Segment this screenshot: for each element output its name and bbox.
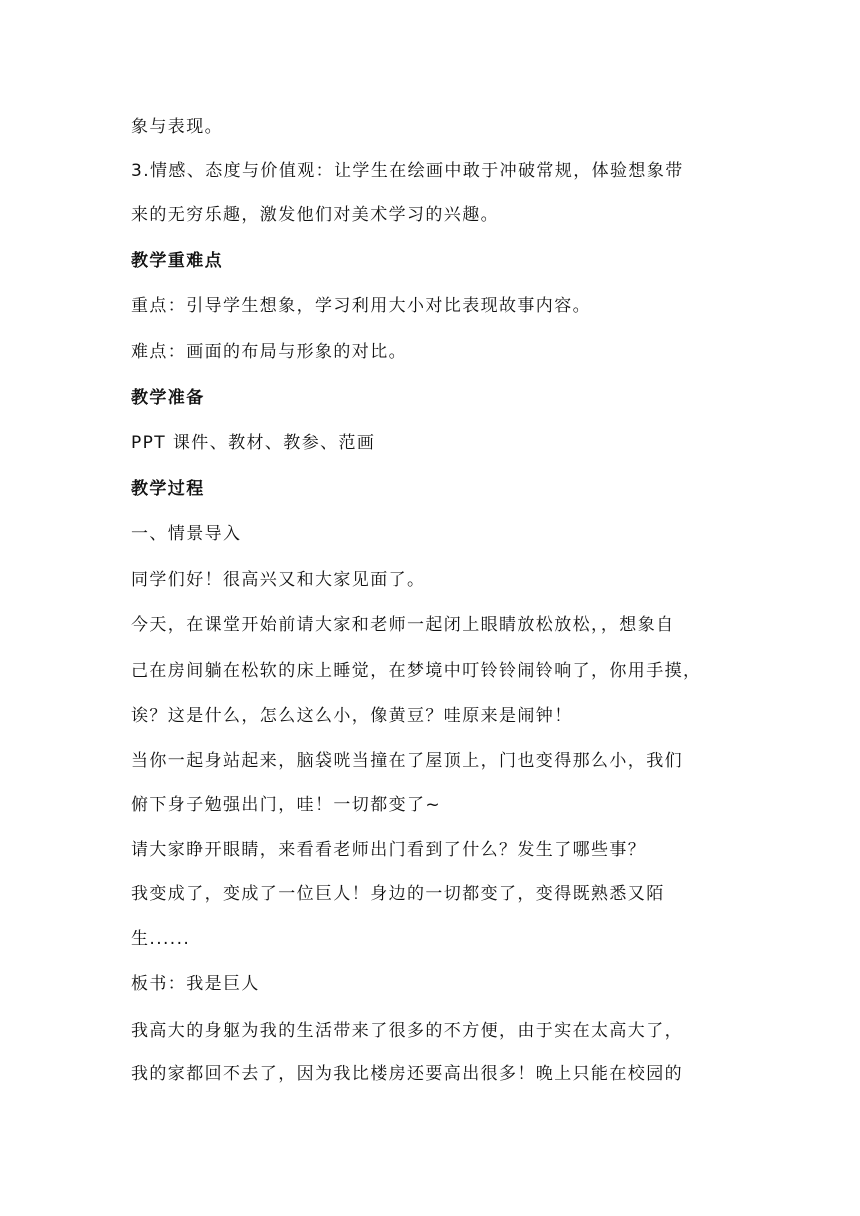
question-line: 请大家睁开眼睛，来看看老师出门看到了什么？发生了哪些事？ [131,840,647,860]
story-line-1: 今天，在课堂开始前请大家和老师一起闭上眼睛放松放松，，想象自 [131,615,675,635]
giant-line-1: 我变成了，变成了一位巨人！身边的一切都变了，变得既熟悉又陌 [131,884,665,904]
difficult-point: 难点：画面的布局与形象的对比。 [131,342,407,362]
story-line-4: 当你一起身站起来，脑袋咣当撞在了屋顶上，门也变得那么小，我们 [131,751,683,771]
giant-line-2: 生...... [131,929,191,949]
giant-life-line-2: 我的家都回不去了，因为我比楼房还要高出很多！晚上只能在校园的 [131,1064,683,1084]
story-line-5: 俯下身子勉强出门，哇！一切都变了~ [131,795,442,815]
objective-3-line-2: 来的无穷乐趣，激发他们对美术学习的兴趣。 [131,205,499,225]
story-line-3: 诶？这是什么，怎么这么小，像黄豆？哇原来是闹钟！ [131,706,573,726]
preparation-items: PPT 课件、教材、教参、范画 [131,433,376,453]
key-point: 重点：引导学生想象，学习利用大小对比表现故事内容。 [131,296,591,316]
para-imagination-tail: 象与表现。 [131,117,223,137]
heading-process: 教学过程 [131,479,205,499]
objective-3-line-1: 3.情感、态度与价值观：让学生在绘画中敢于冲破常规，体验想象带 [131,161,684,181]
heading-key-points: 教学重难点 [131,251,223,271]
giant-life-line-1: 我高大的身躯为我的生活带来了很多的不方便，由于实在太高大了， [131,1021,683,1041]
blackboard-note: 板书：我是巨人 [131,974,260,994]
heading-preparation: 教学准备 [131,388,205,408]
greeting: 同学们好！很高兴又和大家见面了。 [131,570,426,590]
story-line-2: 己在房间躺在松软的床上睡觉，在梦境中叮铃铃闹铃响了，你用手摸， [131,661,702,681]
section-1-title: 一、情景导入 [131,524,242,544]
